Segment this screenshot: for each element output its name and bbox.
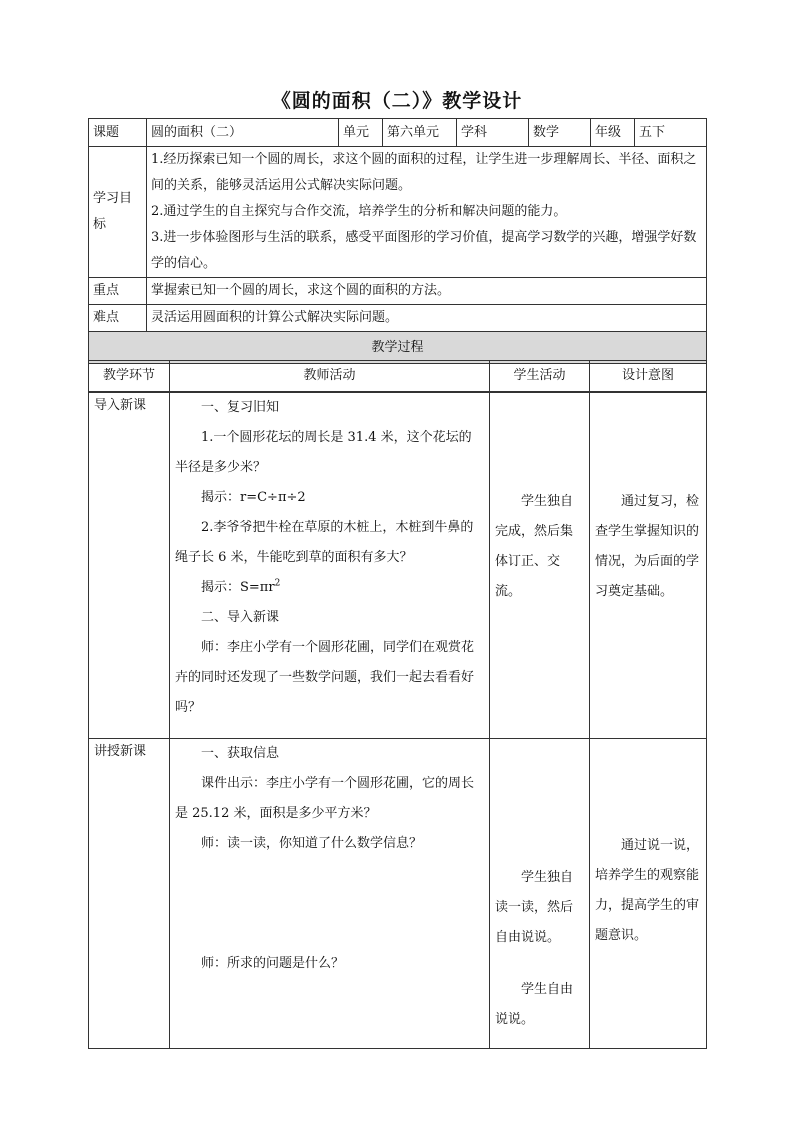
document-title: 《圆的面积（二）》教学设计 [271,90,523,112]
design-intent: 通过复习，检查学生掌握知识的情况，为后面的学习奠定基础。 [590,393,707,739]
student-activity: 学生独自读一读，然后自由说说。 学生自由说说。 [490,739,590,1049]
student-activity: 学生独自完成，然后集体订正、交流。 [490,393,590,739]
key-point-label: 重点 [89,278,147,305]
grade-label: 年级 [591,119,635,147]
objective-item: 2.通过学生的自主探究与合作交流，培养学生的分析和解决问题的能力。 [151,204,567,219]
lesson-value: 圆的面积（二） [147,119,339,147]
objectives-row [89,147,707,278]
header-teacher: 教师活动 [170,361,490,392]
process-row-intro [89,393,707,739]
process-row-new [89,739,707,1049]
lesson-label: 课题 [89,119,147,147]
teacher-activity: 一、获取信息 课件出示：李庄小学有一个圆形花圃，它的周长是 25.12 米，面积是多少平方米？ 师：读一读，你知道了什么数学信息？ 师：所求的问题是什么？ [170,739,490,1049]
process-header-row [89,332,707,364]
header-stage: 教学环节 [89,361,170,392]
process-column-headers [88,360,707,392]
subject-label: 学科 [457,119,529,147]
difficulty-text: 灵活运用圆面积的计算公式解决实际问题。 [147,305,707,332]
objective-item: 3.进一步体验图形与生活的联系，感受平面图形的学习价值，提高学习数学的兴趣，增强学好数学的信心。 [151,230,697,271]
unit-label: 单元 [339,119,383,147]
process-table [88,392,707,1049]
subject-value: 数学 [529,119,591,147]
difficulty-row [89,305,707,332]
stage-cell: 导入新课 [89,393,170,739]
difficulty-label: 难点 [89,305,147,332]
design-intent: 通过说一说，培养学生的观察能力，提高学生的审题意识。 [590,739,707,1049]
objectives-content [147,147,707,278]
grade-value: 五下 [635,119,707,147]
key-point-text: 掌握索已知一个圆的周长，求这个圆的面积的方法。 [147,278,707,305]
header-student: 学生活动 [490,361,590,392]
process-header: 教学过程 [89,332,707,364]
stage-cell: 讲授新课 [89,739,170,1049]
teacher-activity: 一、复习旧知 1.一个圆形花坛的周长是 31.4 米，这个花坛的半径是多少米？ 揭示：r=C÷π÷2 2.李爷爷把牛栓在草原的木桩上，木桩到牛鼻的绳子长 6 米，牛能吃到草的面积有多大？ 揭示：$S=\pi r^2$ 二、导入新课 师：李庄小学有一个圆形花圃，同学们在观赏花卉的同时还发现了一些数学问题，我们一起去看看好吗？ [170,393,490,739]
lesson-plan-table [88,118,707,364]
info-row [89,119,707,147]
header-intent: 设计意图 [590,361,707,392]
unit-value: 第六单元 [383,119,457,147]
key-point-row [89,278,707,305]
objectives-label: 学习目标 [89,147,147,278]
objective-item: 1.经历探索已知一个圆的周长，求这个圆的面积的过程，让学生进一步理解周长、半径、面积之间的关系，能够灵活运用公式解决实际问题。 [151,152,697,193]
